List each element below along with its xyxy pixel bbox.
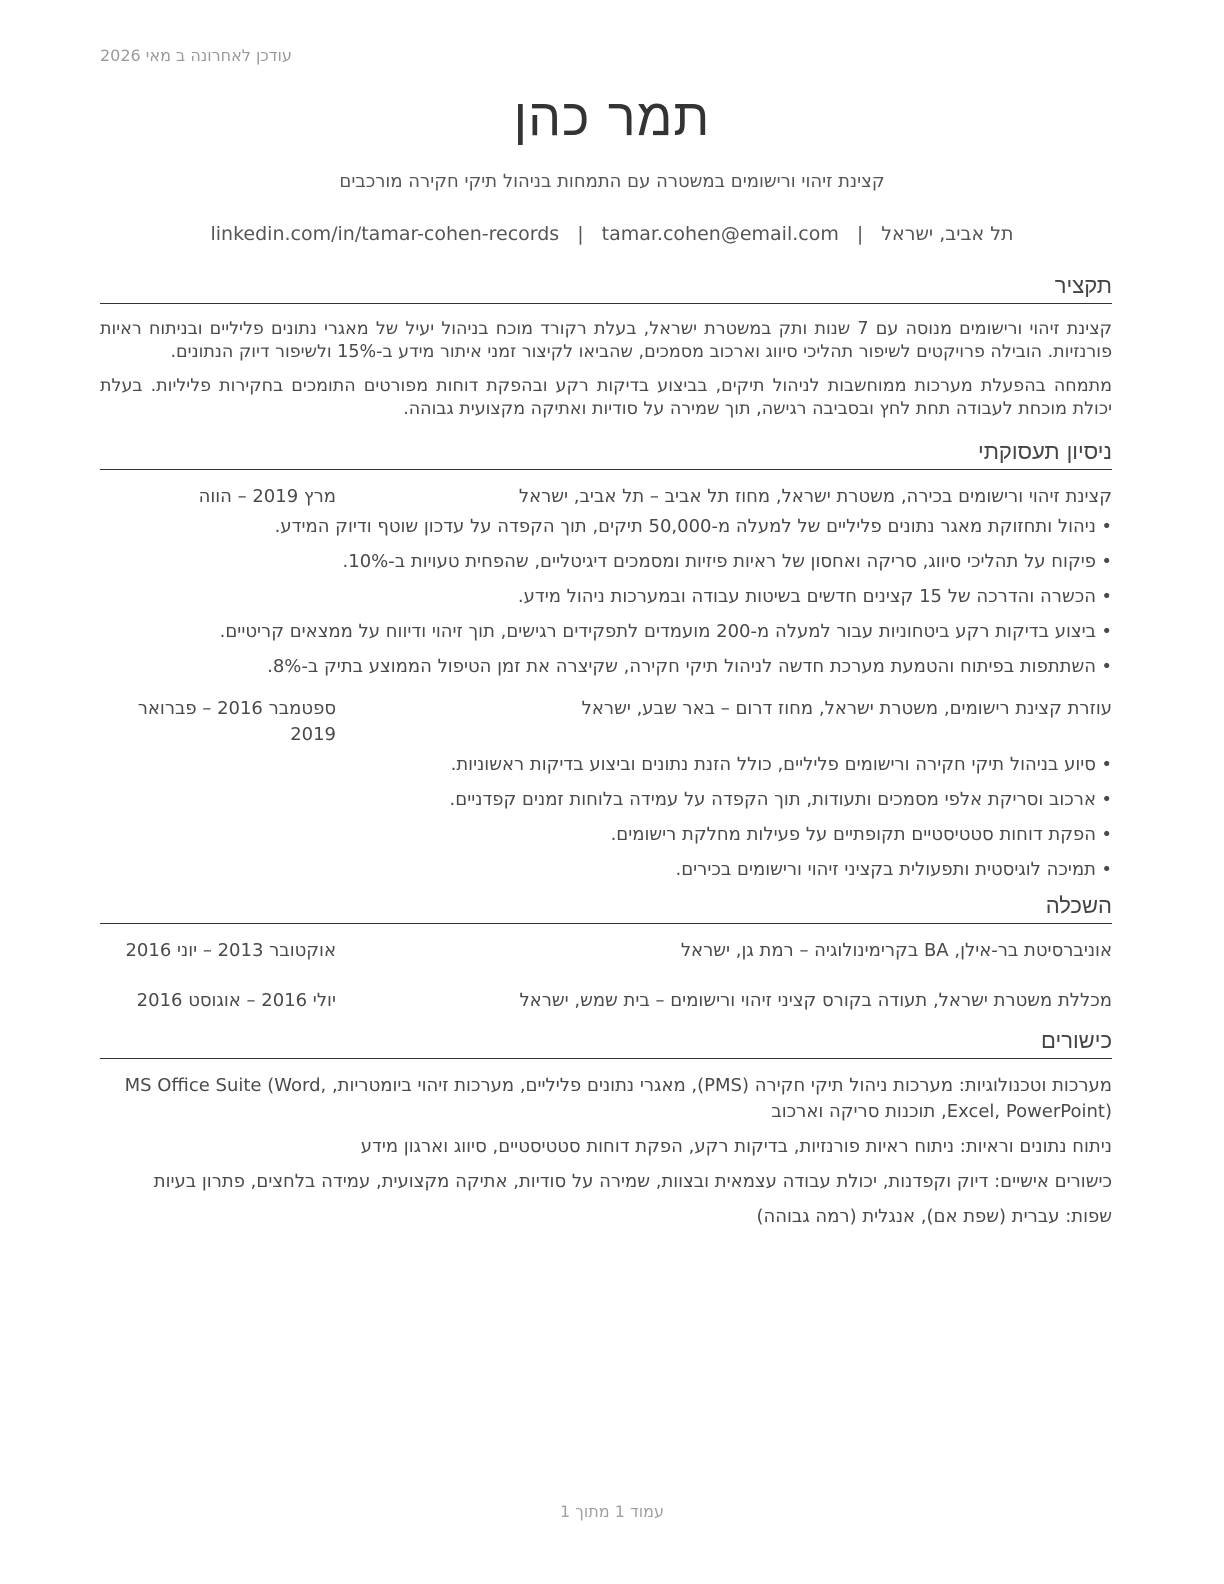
education-dates: אוקטובר 2013 – יוני 2016 (125, 940, 336, 961)
job-role: עוזרת קצינת רישומים, משטרת ישראל, מחוז דרום – באר שבע, ישראל (581, 698, 1112, 719)
email-link[interactable]: tamar.cohen@email.com (601, 223, 839, 245)
job-role: קצינת זיהוי ורישומים בכירה, משטרת ישראל, מחוז תל אביב – תל אביב, ישראל (518, 486, 1112, 507)
contact-line (0, 223, 1224, 245)
job-dates: מרץ 2019 – הווה (198, 486, 336, 507)
job-entry (100, 484, 1112, 680)
linkedin-link[interactable]: linkedin.com/in/tamar-cohen-records (210, 223, 560, 245)
job-bullet: • הפקת דוחות סטטיסטיים תקופתיים על פעילות מחלקת רישומים. (100, 822, 1112, 848)
job-bullet: • סיוע בניהול תיקי חקירה ורישומים פליליים, כולל הזנת נתונים וביצוע בדיקות ראשוניות. (100, 752, 1112, 778)
skills-line: כישורים אישיים: דיוק וקפדנות, יכולת עבודה עצמאית ובצוות, שמירה על סודיות, אתיקה מקצועית, עמידה בלחצים, פתרון בעיות (153, 1171, 1112, 1192)
section-title-experience: ניסיון תעסוקתי (100, 439, 1112, 470)
skills-line: שפות: עברית (שפת אם), אנגלית (רמה גבוהה) (756, 1206, 1112, 1227)
section-title-summary: תקציר (100, 273, 1112, 304)
job-bullets (100, 752, 1112, 883)
last-updated-note: עודכן לאחרונה ב מאי 2026 (100, 46, 292, 65)
skills-line: מערכות וטכנולוגיות: מערכות ניהול תיקי חקירה (PMS), מאגרי נתונים פליליים, מערכות זיהוי ביומטריות, MS Office Suite (Word, Excel, PowerPoint), תוכנות סריקה וארכוב (124, 1075, 1112, 1122)
tagline: קצינת זיהוי ורישומים במשטרה עם התמחות בניהול תיקי חקירה מורכבים (339, 171, 885, 192)
education-text: אוניברסיטת בר-אילן, BA בקרימינולוגיה – רמת גן, ישראל (680, 940, 1112, 961)
location: תל אביב, ישראל (881, 223, 1014, 245)
education-entry (100, 988, 1112, 1014)
skills-line: ניתוח נתונים וראיות: ניתוח ראיות פורנזיות, בדיקות רקע, הפקת דוחות סטטיסטיים, סיווג וארגון מידע (360, 1136, 1112, 1157)
job-dates: ספטמבר 2016 – פברואר 2019 (137, 698, 336, 745)
job-bullet: • ארכוב וסריקת אלפי מסמכים ותעודות, תוך הקפדה על עמידה בלוחות זמנים קפדניים. (100, 787, 1112, 813)
education-section (100, 893, 1112, 1014)
summary-paragraph: מתמחה בהפעלת מערכות ממוחשבות לניהול תיקים, בביצוע בדיקות רקע ובהפקת דוחות מפורטים התומכים בחקירות פליליות. בעלת יכולת מוכחת לעבודה תחת לחץ ובסביבה רגישה, תוך שמירה על סודיות ואתיקה מקצועית גבוהה. (100, 376, 1112, 419)
section-title-education: השכלה (100, 893, 1112, 924)
job-bullets (100, 514, 1112, 680)
education-dates: יולי 2016 – אוגוסט 2016 (136, 990, 336, 1011)
job-bullet: • פיקוח על תהליכי סיווג, סריקה ואחסון של ראיות פיזיות ומסמכים דיגיטליים, שהפחית טעויות ב-10%. (100, 549, 1112, 575)
job-header (100, 696, 1112, 748)
experience-section (100, 439, 1112, 883)
candidate-name: תמר כהן (513, 88, 711, 148)
job-bullet: • ביצוע בדיקות רקע ביטחוניות עבור למעלה מ-200 מועמדים לתפקידים רגישים, תוך זיהוי ודיווח על ממצאים קריטיים. (100, 619, 1112, 645)
resume-body (100, 273, 1112, 1239)
job-entry (100, 696, 1112, 883)
summary-paragraph: קצינת זיהוי ורישומים מנוסה עם 7 שנות ותק במשטרת ישראל, בעלת רקורד מוכח בניהול יעיל של מאגרי נתונים פליליים ובניתוח ראיות פורנזיות. הובילה פרויקטים לשיפור תהליכי סיווג וארכוב מסמכים, שהביאו לקיצור זמני איתור מידע ב-15% ולשיפור דיוק הנתונים. (100, 319, 1113, 362)
job-bullet: • ניהול ותחזוקת מאגר נתונים פליליים של למעלה מ-50,000 תיקים, תוך הקפדה על עדכון שוטף ודיוק המידע. (100, 514, 1112, 540)
skills-section (100, 1028, 1112, 1230)
contact-separator: | (577, 223, 584, 245)
job-bullet: • הכשרה והדרכה של 15 קצינים חדשים בשיטות עבודה ובמערכות ניהול מידע. (100, 584, 1112, 610)
education-text: מכללת משטרת ישראל, תעודה בקורס קציני זיהוי ורישומים – בית שמש, ישראל (519, 990, 1112, 1011)
job-bullet: • תמיכה לוגיסטית ותפעולית בקציני זיהוי ורישומים בכירים. (100, 857, 1112, 883)
contact-separator: | (856, 223, 864, 245)
summary-section (100, 273, 1112, 421)
job-header (100, 484, 1112, 510)
page-number: עמוד 1 מתוך 1 (560, 1502, 664, 1521)
section-title-skills: כישורים (100, 1028, 1112, 1059)
job-bullet: • השתתפות בפיתוח והטמעת מערכת חדשה לניהול תיקי חקירה, שקיצרה את זמן הטיפול הממוצע בתיק ב-8%. (100, 654, 1112, 680)
education-entry (100, 938, 1112, 964)
